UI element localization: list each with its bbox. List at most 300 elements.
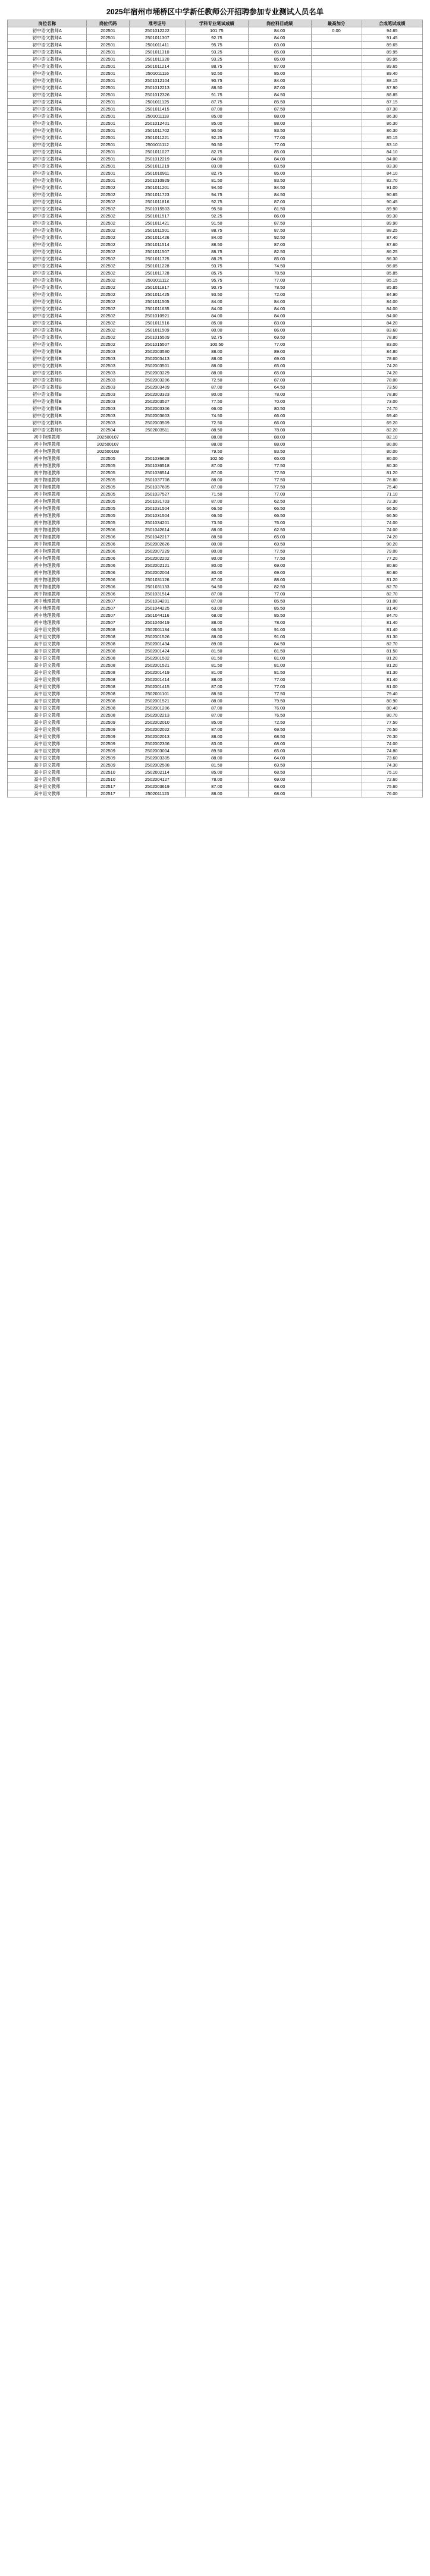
table-row [8,412,423,420]
cell-subject-score: 84.00 [185,305,248,313]
cell-position-code: 202506 [87,591,129,598]
cell-ticket-number: 2502011123 [129,790,185,797]
cell-post-score: 83.50 [248,177,311,184]
cell-post-score: 78.00 [248,427,311,434]
cell-final-score: 86.30 [362,256,422,263]
cell-final-score: 82.70 [362,591,422,598]
cell-max-bonus [311,256,362,263]
cell-post-score: 77.50 [248,555,311,562]
header-row [8,20,423,27]
table-row [8,477,423,484]
cell-position-code: 202501 [87,56,129,63]
cell-final-score: 76.80 [362,477,422,484]
cell-max-bonus [311,598,362,605]
cell-ticket-number: 2502003530 [129,348,185,355]
cell-subject-score: 88.00 [185,434,248,441]
table-row [8,655,423,662]
cell-position-name: 初中语文教师B [8,398,87,405]
cell-final-score: 74.20 [362,370,422,377]
table-row [8,462,423,469]
table-row [8,120,423,127]
cell-final-score: 80.00 [362,441,422,448]
cell-max-bonus [311,120,362,127]
cell-subject-score: 88.75 [185,227,248,234]
cell-position-name: 初中语文教师A [8,206,87,213]
cell-position-name: 初中语文教师A [8,241,87,248]
cell-final-score: 81.40 [362,619,422,626]
cell-post-score: 77.00 [248,277,311,284]
cell-ticket-number: 2501044116 [129,612,185,619]
cell-final-score: 84.00 [362,156,422,163]
cell-position-code: 202509 [87,762,129,769]
table-row [8,42,423,49]
cell-post-score: 62.50 [248,526,311,534]
cell-ticket-number: 2501012222 [129,27,185,34]
cell-final-score: 84.00 [362,305,422,313]
cell-final-score: 86.30 [362,113,422,120]
cell-max-bonus [311,705,362,712]
cell-subject-score: 87.00 [185,705,248,712]
cell-ticket-number [129,434,185,441]
cell-ticket-number: 2502003004 [129,748,185,755]
cell-position-code: 202500107 [87,441,129,448]
cell-post-score: 85.00 [248,256,311,263]
table-row [8,619,423,626]
table-row [8,177,423,184]
cell-post-score: 78.50 [248,284,311,291]
cell-max-bonus [311,206,362,213]
cell-subject-score: 88.00 [185,755,248,762]
cell-position-code: 202502 [87,206,129,213]
cell-ticket-number: 2502003323 [129,391,185,398]
cell-ticket-number: 2501037708 [129,477,185,484]
cell-ticket-number: 2501011112 [129,277,185,284]
cell-position-name: 高中语文教师 [8,719,87,726]
cell-position-name: 初中语文教师B [8,405,87,412]
cell-final-score: 83.00 [362,341,422,348]
table-row [8,662,423,669]
cell-max-bonus [311,591,362,598]
cell-post-score: 84.50 [248,191,311,198]
cell-position-code: 202508 [87,698,129,705]
cell-position-name: 初中语文教师A [8,163,87,170]
cell-position-code: 202501 [87,34,129,42]
table-row [8,790,423,797]
cell-ticket-number: 2501011509 [129,327,185,334]
cell-position-code: 202501 [87,127,129,134]
cell-position-name: 初中物理教师 [8,441,87,448]
cell-max-bonus [311,469,362,477]
table-row [8,420,423,427]
cell-final-score: 74.00 [362,519,422,526]
cell-max-bonus [311,434,362,441]
cell-position-code: 202501 [87,163,129,170]
cell-post-score: 68.00 [248,740,311,748]
cell-post-score: 84.50 [248,641,311,648]
cell-final-score: 81.40 [362,626,422,633]
cell-post-score: 77.00 [248,676,311,683]
cell-position-code: 202508 [87,662,129,669]
cell-ticket-number: 2501011723 [129,191,185,198]
cell-ticket-number: 2501011421 [129,220,185,227]
cell-final-score: 88.85 [362,92,422,99]
cell-subject-score: 92.50 [185,70,248,77]
cell-position-name: 高中语文教师 [8,769,87,776]
cell-max-bonus [311,113,362,120]
cell-final-score: 89.40 [362,70,422,77]
cell-ticket-number: 2501036514 [129,469,185,477]
cell-position-code: 202507 [87,598,129,605]
cell-position-code: 202505 [87,484,129,491]
cell-position-name: 初中语文教师A [8,270,87,277]
table-row [8,512,423,519]
cell-post-score: 81.50 [248,206,311,213]
cell-position-name: 初中语文教师A [8,99,87,106]
cell-ticket-number: 2502001526 [129,633,185,641]
column-header-final-score: 合成笔试成绩 [362,20,422,27]
cell-subject-score: 94.75 [185,191,248,198]
cell-position-name: 初中语文教师B [8,362,87,370]
cell-position-code: 202501 [87,27,129,34]
cell-position-code: 202503 [87,362,129,370]
cell-ticket-number: 2502001134 [129,626,185,633]
table-row [8,783,423,790]
cell-position-name: 初中地理教师 [8,605,87,612]
table-row [8,633,423,641]
cell-ticket-number: 2501011817 [129,284,185,291]
cell-position-name: 初中语文教师B [8,370,87,377]
cell-position-code: 202506 [87,576,129,584]
cell-post-score: 65.00 [248,748,311,755]
cell-subject-score: 80.00 [185,562,248,569]
cell-position-code: 202501 [87,63,129,70]
cell-position-name: 初中语文教师A [8,227,87,234]
cell-position-name: 初中物理教师 [8,576,87,584]
cell-ticket-number: 2502003511 [129,427,185,434]
cell-max-bonus [311,526,362,534]
cell-subject-score: 81.50 [185,648,248,655]
cell-max-bonus [311,263,362,270]
cell-subject-score: 81.50 [185,762,248,769]
cell-post-score: 87.50 [248,227,311,234]
cell-position-name: 初中语文教师B [8,377,87,384]
cell-position-name: 初中物理教师 [8,591,87,598]
cell-ticket-number: 2501011514 [129,241,185,248]
cell-position-name: 高中语文教师 [8,655,87,662]
cell-max-bonus [311,740,362,748]
cell-final-score: 81.30 [362,633,422,641]
cell-ticket-number: 2501011214 [129,63,185,70]
table-row [8,241,423,248]
cell-post-score: 74.50 [248,263,311,270]
table-row [8,77,423,84]
cell-max-bonus [311,49,362,56]
cell-subject-score: 88.00 [185,790,248,797]
table-row [8,748,423,755]
cell-subject-score: 73.50 [185,519,248,526]
cell-max-bonus [311,633,362,641]
cell-max-bonus [311,227,362,234]
cell-ticket-number: 2502003527 [129,398,185,405]
cell-position-code: 202510 [87,776,129,783]
cell-final-score: 81.20 [362,576,422,584]
cell-ticket-number: 2502002010 [129,719,185,726]
cell-position-name: 高中语文教师 [8,705,87,712]
cell-ticket-number: 2502001521 [129,698,185,705]
cell-max-bonus [311,669,362,676]
cell-position-code: 202500107 [87,434,129,441]
cell-max-bonus [311,334,362,341]
cell-subject-score: 81.50 [185,177,248,184]
cell-ticket-number: 2502003501 [129,362,185,370]
document-page [0,0,430,809]
cell-subject-score: 80.00 [185,391,248,398]
cell-position-code: 202505 [87,505,129,512]
cell-max-bonus [311,34,362,42]
cell-subject-score: 87.00 [185,484,248,491]
table-row [8,84,423,92]
cell-position-name: 初中语文教师A [8,120,87,127]
cell-ticket-number: 2502002626 [129,541,185,548]
cell-max-bonus [311,298,362,305]
cell-post-score: 81.50 [248,648,311,655]
table-row [8,498,423,505]
table-row [8,740,423,748]
cell-subject-score: 87.00 [185,106,248,113]
cell-max-bonus [311,690,362,698]
cell-position-name: 初中语文教师A [8,277,87,284]
cell-subject-score: 81.00 [185,669,248,676]
cell-max-bonus [311,455,362,462]
cell-final-score: 80.40 [362,705,422,712]
cell-ticket-number: 2501015509 [129,334,185,341]
table-row [8,191,423,198]
cell-subject-score: 63.00 [185,605,248,612]
table-row [8,320,423,327]
cell-post-score: 87.00 [248,84,311,92]
cell-final-score: 81.20 [362,655,422,662]
cell-ticket-number: 2501011221 [129,134,185,141]
cell-max-bonus [311,284,362,291]
cell-ticket-number: 2502003603 [129,412,185,420]
cell-position-name: 初中语文教师B [8,427,87,434]
cell-max-bonus [311,448,362,455]
table-row [8,63,423,70]
cell-position-name: 初中语文教师A [8,220,87,227]
cell-subject-score: 85.00 [185,769,248,776]
cell-ticket-number: 2501037527 [129,491,185,498]
cell-max-bonus [311,783,362,790]
cell-post-score: 69.00 [248,562,311,569]
cell-max-bonus [311,377,362,384]
cell-final-score: 85.85 [362,270,422,277]
table-row [8,733,423,740]
cell-post-score: 76.00 [248,705,311,712]
cell-position-code: 202500108 [87,448,129,455]
cell-subject-score: 84.00 [185,313,248,320]
cell-ticket-number: 2501011310 [129,49,185,56]
cell-max-bonus [311,755,362,762]
cell-position-code: 202517 [87,790,129,797]
cell-ticket-number: 2501011201 [129,184,185,191]
cell-subject-score: 90.75 [185,77,248,84]
cell-subject-score: 88.50 [185,690,248,698]
cell-final-score: 88.15 [362,77,422,84]
cell-max-bonus [311,213,362,220]
column-header-position-name: 岗位名称 [8,20,87,27]
cell-position-name: 初中语文教师A [8,134,87,141]
cell-ticket-number: 2501011426 [129,234,185,241]
cell-final-score: 87.15 [362,99,422,106]
cell-position-name: 初中物理教师 [8,434,87,441]
cell-final-score: 89.65 [362,42,422,49]
cell-post-score: 76.50 [248,712,311,719]
cell-position-code: 202503 [87,384,129,391]
cell-post-score: 88.00 [248,441,311,448]
cell-post-score: 84.00 [248,77,311,84]
cell-position-code: 202506 [87,562,129,569]
cell-final-score: 87.40 [362,234,422,241]
cell-ticket-number: 2501011320 [129,56,185,63]
table-row [8,70,423,77]
cell-position-name: 初中语文教师A [8,263,87,270]
cell-post-score: 86.00 [248,213,311,220]
cell-subject-score: 88.75 [185,248,248,256]
cell-max-bonus [311,156,362,163]
cell-subject-score: 102.50 [185,455,248,462]
table-row [8,469,423,477]
cell-subject-score: 88.00 [185,477,248,484]
cell-final-score: 89.95 [362,56,422,63]
cell-position-code: 202506 [87,569,129,576]
cell-position-name: 初中语文教师A [8,63,87,70]
cell-position-code: 202505 [87,512,129,519]
cell-max-bonus [311,648,362,655]
cell-position-name: 初中语文教师A [8,92,87,99]
cell-subject-score: 88.50 [185,241,248,248]
cell-max-bonus [311,77,362,84]
cell-position-code: 202501 [87,99,129,106]
cell-max-bonus [311,234,362,241]
cell-position-code: 202509 [87,748,129,755]
cell-position-name: 初中物理教师 [8,526,87,534]
cell-post-score: 77.50 [248,469,311,477]
cell-post-score: 65.00 [248,370,311,377]
cell-final-score: 78.80 [362,391,422,398]
cell-max-bonus [311,141,362,149]
cell-position-name: 初中语文教师A [8,113,87,120]
cell-subject-score: 78.00 [185,776,248,783]
cell-subject-score: 87.00 [185,712,248,719]
cell-post-score: 83.50 [248,163,311,170]
cell-subject-score: 88.25 [185,256,248,263]
cell-subject-score: 66.00 [185,405,248,412]
table-row [8,683,423,690]
cell-position-name: 高中语文教师 [8,776,87,783]
table-row [8,505,423,512]
cell-final-score: 84.10 [362,170,422,177]
cell-subject-score: 88.00 [185,362,248,370]
cell-final-score: 74.70 [362,405,422,412]
cell-post-score: 92.50 [248,234,311,241]
cell-max-bonus [311,541,362,548]
cell-final-score: 81.20 [362,662,422,669]
cell-post-score: 85.00 [248,70,311,77]
cell-post-score: 85.00 [248,149,311,156]
cell-max-bonus [311,184,362,191]
cell-ticket-number: 2502001206 [129,705,185,712]
cell-subject-score: 87.00 [185,576,248,584]
cell-subject-score: 84.00 [185,156,248,163]
cell-max-bonus [311,562,362,569]
cell-final-score: 77.50 [362,719,422,726]
cell-position-code: 202509 [87,719,129,726]
cell-final-score: 86.25 [362,248,422,256]
cell-max-bonus [311,70,362,77]
table-row [8,391,423,398]
cell-position-code: 202501 [87,84,129,92]
cell-max-bonus [311,576,362,584]
cell-position-code: 202506 [87,555,129,562]
table-row [8,234,423,241]
cell-post-score: 85.50 [248,605,311,612]
cell-ticket-number: 2501011517 [129,213,185,220]
cell-post-score: 69.50 [248,726,311,733]
cell-final-score: 74.20 [362,362,422,370]
cell-final-score: 90.20 [362,541,422,548]
cell-max-bonus [311,655,362,662]
cell-final-score: 84.90 [362,291,422,298]
cell-ticket-number: 2501012213 [129,84,185,92]
cell-final-score: 76.00 [362,790,422,797]
table-row [8,755,423,762]
cell-max-bonus [311,584,362,591]
cell-position-name: 初中语文教师A [8,291,87,298]
cell-subject-score: 90.50 [185,141,248,149]
cell-position-code: 202508 [87,633,129,641]
cell-post-score: 65.00 [248,534,311,541]
cell-post-score: 84.00 [248,298,311,305]
cell-ticket-number: 2502002004 [129,569,185,576]
cell-position-name: 初中语文教师A [8,305,87,313]
table-row [8,362,423,370]
cell-position-code: 202508 [87,683,129,690]
cell-final-score: 94.65 [362,27,422,34]
table-row [8,220,423,227]
cell-position-code: 202503 [87,355,129,362]
cell-post-score: 84.00 [248,156,311,163]
table-row [8,641,423,648]
cell-post-score: 85.50 [248,612,311,619]
cell-position-code: 202501 [87,120,129,127]
cell-post-score: 82.50 [248,584,311,591]
table-row [8,776,423,783]
cell-ticket-number: 2501011228 [129,263,185,270]
cell-position-code: 202501 [87,49,129,56]
cell-position-name: 初中物理教师 [8,569,87,576]
cell-post-score: 84.00 [248,27,311,34]
cell-position-code: 202506 [87,526,129,534]
cell-ticket-number: 2501011635 [129,305,185,313]
cell-max-bonus [311,548,362,555]
cell-position-name: 高中语文教师 [8,641,87,648]
table-row [8,256,423,263]
cell-max-bonus [311,191,362,198]
cell-position-name: 初中物理教师 [8,462,87,469]
cell-post-score: 78.00 [248,391,311,398]
cell-subject-score: 71.50 [185,491,248,498]
cell-ticket-number: 2502003229 [129,370,185,377]
